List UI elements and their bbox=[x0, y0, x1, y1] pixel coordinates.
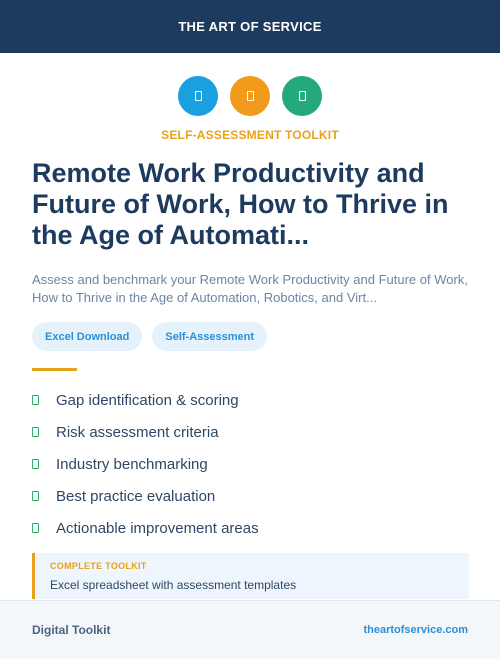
list-item bbox=[32, 480, 472, 512]
document-icon bbox=[282, 76, 322, 116]
accent-divider bbox=[32, 368, 77, 371]
feature-text: Gap identification & scoring bbox=[56, 391, 239, 409]
check-icon bbox=[32, 395, 39, 405]
feature-text: Best practice evaluation bbox=[56, 487, 216, 505]
category-label: SELF-ASSESSMENT TOOLKIT bbox=[161, 128, 339, 142]
feature-text: Risk assessment criteria bbox=[56, 423, 219, 441]
list-item bbox=[32, 416, 472, 448]
tag-self-assessment: Self-Assessment bbox=[152, 322, 267, 351]
tag-excel-download: Excel Download bbox=[32, 322, 142, 351]
feature-text: Industry benchmarking bbox=[56, 455, 208, 473]
document-icon bbox=[178, 76, 218, 116]
toolkit-callout bbox=[32, 553, 469, 599]
footer-label: Digital Toolkit bbox=[32, 623, 111, 637]
brand-title: THE ART OF SERVICE bbox=[178, 19, 322, 34]
check-icon bbox=[32, 491, 39, 501]
icon-row bbox=[0, 76, 500, 116]
header-bar bbox=[0, 0, 500, 53]
check-icon bbox=[32, 459, 39, 469]
toolkit-label: COMPLETE TOOLKIT bbox=[50, 561, 147, 571]
list-item bbox=[32, 512, 472, 544]
list-item bbox=[32, 448, 472, 480]
page-title: Remote Work Productivity and Future of Work, How to Thrive in the Age of Automati... bbox=[32, 158, 449, 250]
feature-text: Actionable improvement areas bbox=[56, 519, 259, 537]
website-link[interactable]: theartofservice.com bbox=[363, 624, 468, 636]
list-item bbox=[32, 384, 472, 416]
tag-list bbox=[32, 322, 267, 351]
check-icon bbox=[32, 427, 39, 437]
feature-list bbox=[32, 384, 472, 544]
footer bbox=[0, 600, 500, 659]
description: Assess and benchmark your Remote Work Productivity and Future of Work, How to Thrive in the Age of Automation, Robotics, and Virt... bbox=[32, 272, 468, 305]
document-icon bbox=[230, 76, 270, 116]
toolkit-text: Excel spreadsheet with assessment templates bbox=[50, 578, 297, 592]
check-icon bbox=[32, 523, 39, 533]
